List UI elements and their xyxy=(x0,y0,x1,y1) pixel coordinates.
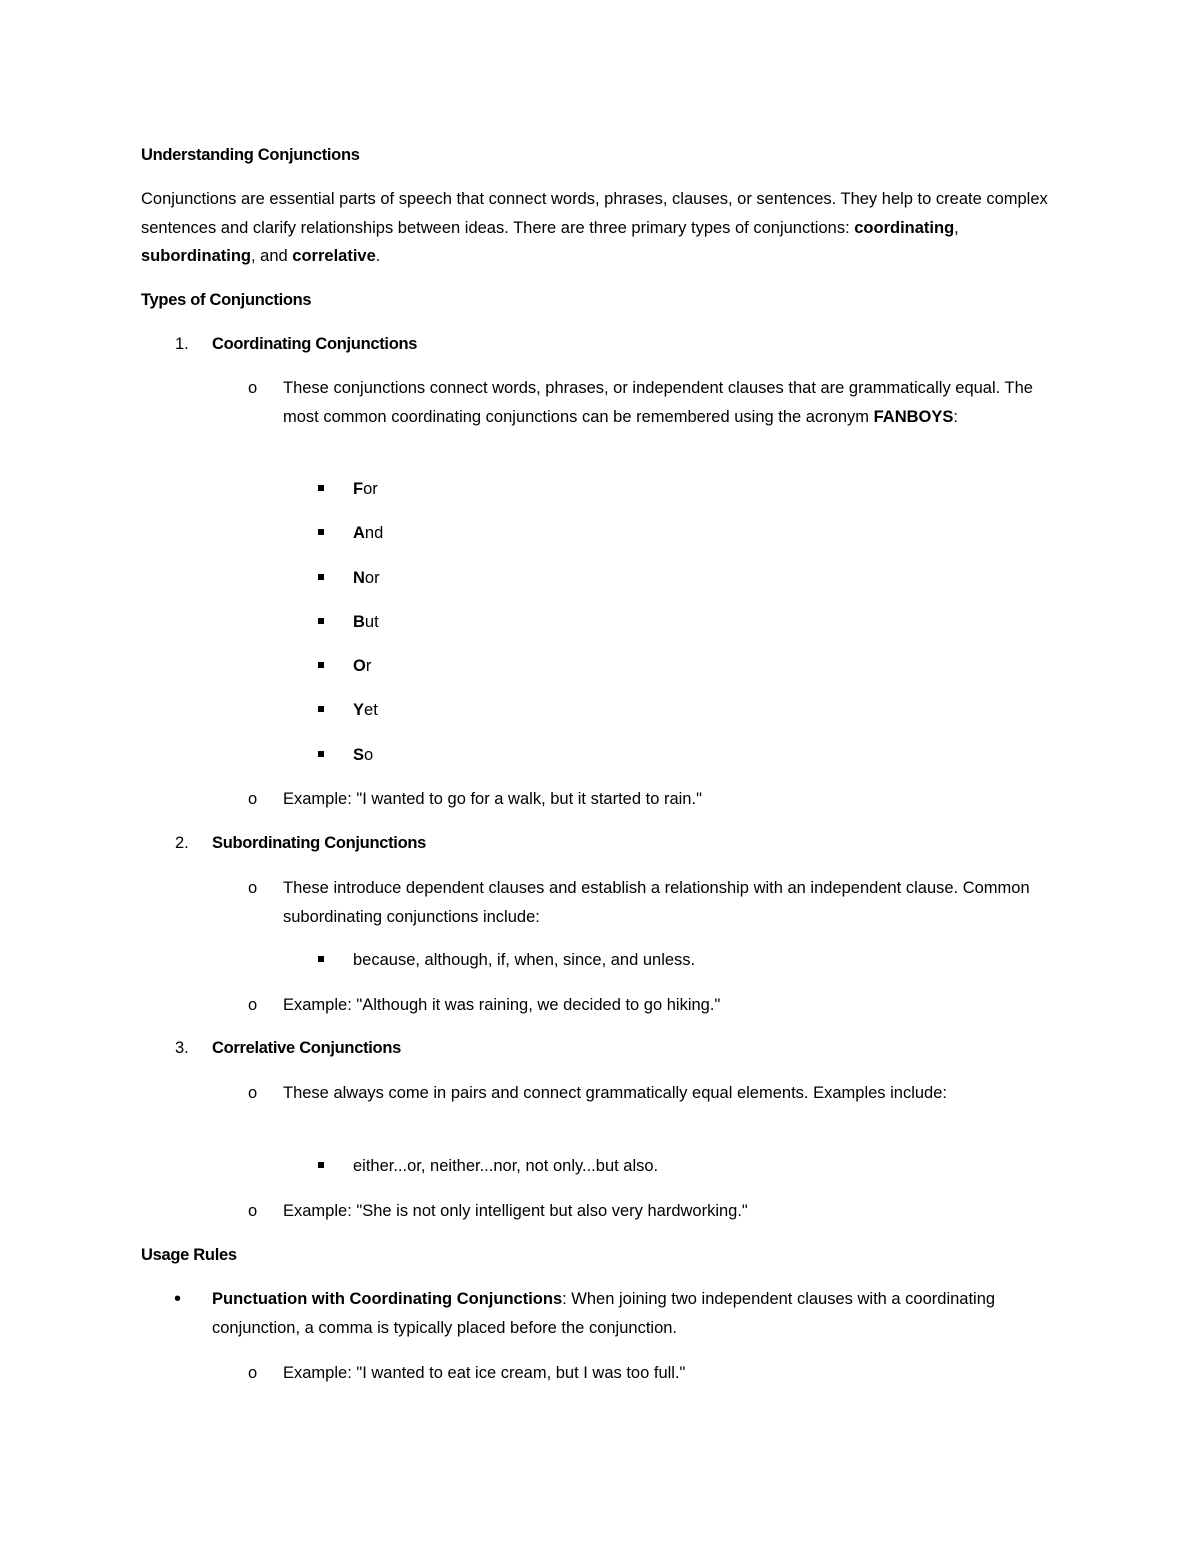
document-title: Understanding Conjunctions xyxy=(141,146,360,164)
circle-bullet: o xyxy=(248,1084,258,1102)
fanboys-initial: A xyxy=(353,524,365,542)
intro-paragraph: Conjunctions are essential parts of speech that connect words, phrases, clauses, or sentences. They help to create complex sentences and clarify relationships between ideas. There are three primary types of conjunctions: coordinating, subordinating, and correlative. xyxy=(141,190,1048,265)
list-number: 2. xyxy=(175,834,189,852)
fanboys-initial: N xyxy=(353,569,365,587)
circle-bullet: o xyxy=(248,1202,258,1220)
circle-bullet: o xyxy=(248,790,258,808)
list-number: 3. xyxy=(175,1039,189,1057)
types-heading: Types of Conjunctions xyxy=(141,291,312,309)
square-bullet-icon xyxy=(318,564,324,593)
coordinating-example: Example: "I wanted to go for a walk, but it started to rain." xyxy=(283,790,702,808)
circle-bullet: o xyxy=(248,1364,258,1382)
fanboys-rest: or xyxy=(364,569,380,587)
fanboys-initial: S xyxy=(353,746,365,764)
correlative-example: Example: "She is not only intelligent but also very hardworking." xyxy=(283,1202,748,1220)
list-number: 1. xyxy=(175,335,189,353)
square-bullet-icon xyxy=(318,946,324,975)
circle-bullet: o xyxy=(248,379,258,397)
square-bullet-icon xyxy=(318,519,324,548)
fanboys-rest: et xyxy=(364,701,378,719)
correlative-list: either...or, neither...nor, not only...but also. xyxy=(353,1157,659,1175)
coordinating-description: These conjunctions connect words, phrases, or independent clauses that are grammatically equal. The most common coordinating conjunctions can be remembered using the acronym FANBOYS: xyxy=(283,379,1033,426)
bullet: • xyxy=(174,1288,182,1310)
subordinating-description: These introduce dependent clauses and establish a relationship with an independent clause. Common subordinating conjunctions include: xyxy=(283,879,1030,926)
usage-example: Example: "I wanted to eat ice cream, but I was too full." xyxy=(283,1364,686,1382)
fanboys-rest: or xyxy=(363,480,378,498)
square-bullet-icon xyxy=(318,741,324,770)
subordinating-heading: Subordinating Conjunctions xyxy=(212,834,427,852)
fanboys-rest: r xyxy=(365,657,372,675)
fanboys-rest: ut xyxy=(364,613,379,631)
fanboys-item xyxy=(353,475,378,504)
fanboys-initial: B xyxy=(353,613,365,631)
coordinating-heading: Coordinating Conjunctions xyxy=(212,335,418,353)
subordinating-example: Example: "Although it was raining, we decided to go hiking." xyxy=(283,996,721,1014)
square-bullet-icon xyxy=(318,696,324,725)
circle-bullet: o xyxy=(248,879,258,897)
fanboys-item xyxy=(353,696,378,725)
square-bullet-icon xyxy=(318,475,324,504)
fanboys-item xyxy=(353,519,383,548)
square-bullet-icon xyxy=(318,608,324,637)
square-bullet-icon xyxy=(318,652,324,681)
fanboys-item xyxy=(353,652,371,681)
usage-heading: Usage Rules xyxy=(141,1246,237,1264)
fanboys-initial: Y xyxy=(353,701,365,719)
square-bullet-icon xyxy=(318,1152,324,1181)
fanboys-initial: F xyxy=(353,480,364,498)
correlative-description: These always come in pairs and connect grammatically equal elements. Examples include: xyxy=(283,1084,947,1102)
circle-bullet: o xyxy=(248,996,258,1014)
fanboys-item xyxy=(353,741,373,770)
fanboys-rest: o xyxy=(364,746,374,764)
correlative-heading: Correlative Conjunctions xyxy=(212,1039,401,1057)
usage-rule: Punctuation with Coordinating Conjunctions: When joining two independent clauses with a coordinating conjunction, a comma is typically placed before the conjunction. xyxy=(212,1290,996,1337)
fanboys-rest: nd xyxy=(364,524,384,542)
fanboys-item xyxy=(353,564,380,593)
subordinating-list: because, although, if, when, since, and unless. xyxy=(353,951,696,969)
fanboys-item xyxy=(353,608,379,637)
fanboys-initial: O xyxy=(353,657,366,675)
